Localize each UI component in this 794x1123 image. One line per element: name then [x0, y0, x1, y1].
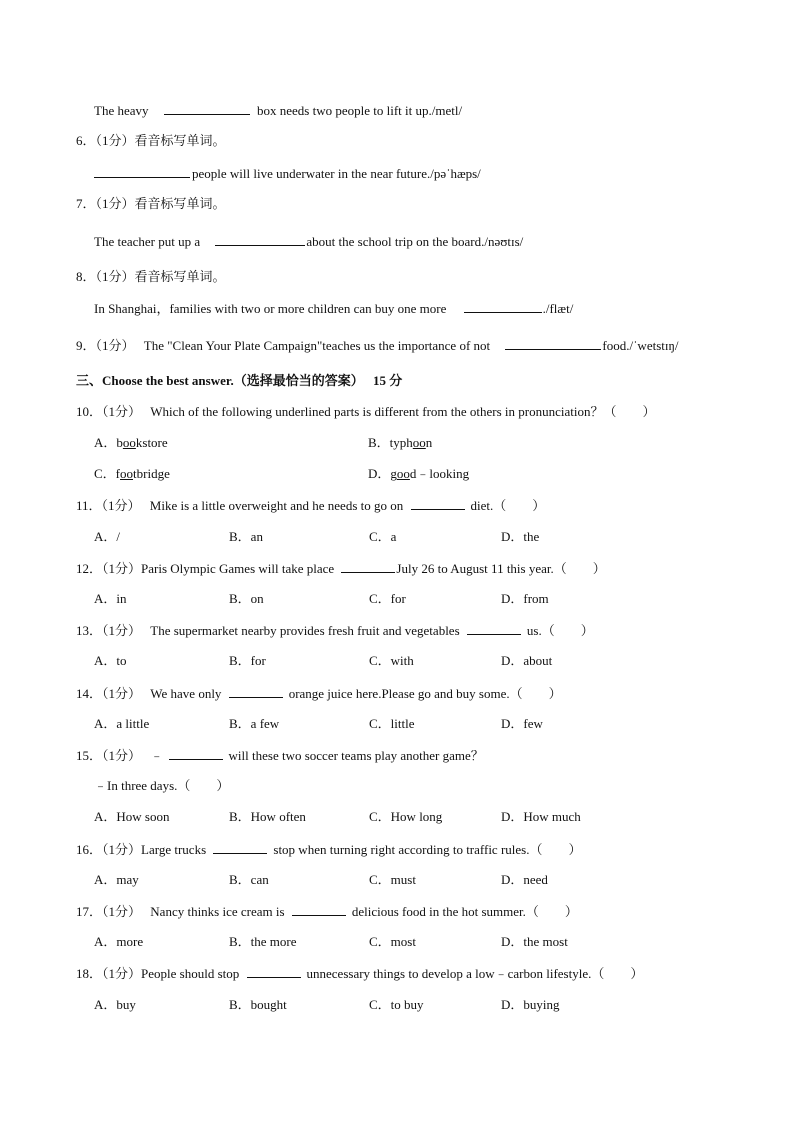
- question-text-pre: Large trucks: [141, 842, 207, 857]
- question-text-post: delicious food in the hot summer.（ ）: [351, 904, 578, 919]
- question-number: 16．: [76, 842, 103, 857]
- option-letter: C．: [94, 466, 116, 481]
- question-score: （1分）: [102, 904, 142, 919]
- option-letter: A．: [94, 435, 117, 450]
- answer-blank[interactable]: [247, 965, 301, 978]
- question-score: （1分）: [102, 842, 142, 857]
- q5-text-post: box needs two people to lift it up./metl/: [257, 103, 463, 118]
- underlined-letters: oo: [122, 435, 136, 450]
- question-score: （1分）: [101, 498, 141, 513]
- underlined-letters: oo: [396, 466, 410, 481]
- option-d[interactable]: D．from: [501, 591, 549, 606]
- option-b[interactable]: B．bought: [229, 997, 287, 1012]
- q6-text-post: people will live underwater in the near future./pəˈhæps/: [192, 166, 481, 181]
- option-b[interactable]: B．an: [229, 529, 263, 544]
- option-letter: B．: [368, 435, 390, 450]
- question-text-post: us.（ ）: [526, 623, 594, 638]
- question-score: （1分）: [102, 966, 142, 981]
- option-b[interactable]: B．on: [229, 591, 264, 606]
- option-text-part: typh: [389, 435, 413, 450]
- question-17: [76, 903, 578, 920]
- option-text-part: n: [425, 435, 433, 450]
- option-c[interactable]: C．little: [369, 716, 415, 731]
- option-b[interactable]: B．can: [229, 872, 269, 887]
- question-text-post: unnecessary things to develop a low﹣carbon lifestyle.（ ）: [306, 966, 644, 981]
- underlined-letters: oo: [120, 466, 134, 481]
- question-text-pre: Nancy thinks ice cream is: [150, 904, 285, 919]
- question-instruction: 看音标写单词。: [134, 196, 226, 211]
- option-b[interactable]: B．the more: [229, 934, 297, 949]
- option-a[interactable]: A．may: [94, 872, 139, 887]
- question-number: 11．: [76, 498, 102, 513]
- question-text-pre: We have only: [150, 686, 222, 701]
- option-a[interactable]: A．/: [94, 529, 121, 544]
- question-number: 13．: [76, 623, 103, 638]
- option-d[interactable]: D．the most: [501, 934, 568, 949]
- question-7-header: [76, 196, 226, 212]
- question-15-line2: ﹣In three days.（ ）: [94, 778, 230, 793]
- underlined-letters: oo: [412, 435, 426, 450]
- question-number: 14．: [76, 686, 103, 701]
- q7-text-post: about the school trip on the board./nəʊtɪs/: [306, 234, 524, 249]
- question-number: 8．: [76, 269, 96, 284]
- question-text-post: stop when turning right according to traffic rules.（ ）: [273, 842, 582, 857]
- question-text-pre: Mike is a little overweight and he needs to go on: [149, 498, 404, 513]
- section-title-en: Choose the best answer.: [102, 373, 234, 388]
- q5-text-pre: The heavy: [94, 103, 149, 118]
- question-text-post: will these two soccer teams play another game？: [228, 748, 484, 763]
- answer-blank[interactable]: [213, 841, 267, 854]
- answer-blank[interactable]: [229, 685, 283, 698]
- section-score: 15 分: [372, 373, 403, 388]
- option-a[interactable]: A．How soon: [94, 809, 170, 824]
- question-8-header: [76, 269, 226, 285]
- option-d[interactable]: D．How much: [501, 809, 581, 824]
- answer-blank[interactable]: [467, 622, 521, 635]
- question-number: 15．: [76, 748, 103, 763]
- option-a[interactable]: A．a little: [94, 716, 150, 731]
- question-11: [76, 497, 545, 514]
- q9-text-pre: The "Clean Your Plate Campaign"teaches us the importance of not: [143, 338, 491, 353]
- question-score: （1分）: [102, 623, 142, 638]
- question-number: 17．: [76, 904, 103, 919]
- option-text-part: b: [116, 435, 123, 450]
- option-c[interactable]: C．a: [369, 529, 397, 544]
- question-number: 18．: [76, 966, 103, 981]
- option-c[interactable]: C．How long: [369, 809, 443, 824]
- question-13: [76, 622, 594, 639]
- answer-blank[interactable]: [292, 903, 346, 916]
- option-d[interactable]: D．the: [501, 529, 540, 544]
- question-score: （1分）: [95, 269, 135, 284]
- question-number: 9．: [76, 338, 96, 353]
- question-12: [76, 560, 606, 577]
- option-a[interactable]: A．buy: [94, 997, 136, 1012]
- question-score: （1分）: [95, 338, 135, 353]
- option-c[interactable]: C．most: [369, 934, 416, 949]
- option-b[interactable]: B．a few: [229, 716, 280, 731]
- question-number: 12．: [76, 561, 103, 576]
- q9-text-post: food./ˈwetstɪŋ/: [602, 338, 679, 353]
- question-text-post: July 26 to August 11 this year.（ ）: [396, 561, 606, 576]
- question-6-text: [94, 165, 481, 182]
- question-text-pre: Paris Olympic Games will take place: [141, 561, 335, 576]
- option-c[interactable]: C．for: [369, 591, 406, 606]
- question-score: （1分）: [102, 404, 142, 419]
- question-16: [76, 841, 581, 858]
- option-a[interactable]: A．in: [94, 591, 127, 606]
- question-text-pre: The supermarket nearby provides fresh fruit and vegetables: [150, 623, 460, 638]
- question-score: （1分）: [95, 196, 135, 211]
- option-d[interactable]: D．need: [501, 872, 548, 887]
- option-b[interactable]: [368, 435, 432, 451]
- question-score: （1分）: [95, 133, 135, 148]
- q8-text-pre: In Shanghai，families with two or more children can buy one more: [94, 301, 447, 316]
- section-number: 三、: [76, 373, 103, 388]
- option-c[interactable]: [94, 466, 170, 482]
- answer-blank[interactable]: [464, 300, 542, 313]
- option-a[interactable]: A．more: [94, 934, 144, 949]
- option-c[interactable]: C．to buy: [369, 997, 424, 1012]
- answer-blank[interactable]: [505, 337, 601, 350]
- question-score: （1分）: [102, 561, 142, 576]
- question-number: 10．: [76, 404, 103, 419]
- option-text-part: g: [390, 466, 397, 481]
- option-a[interactable]: A．to: [94, 653, 127, 668]
- answer-blank[interactable]: [94, 165, 190, 178]
- question-text-post: orange juice here.Please go and buy some.（ ）: [288, 686, 562, 701]
- question-instruction: 看音标写单词。: [134, 269, 226, 284]
- question-8-text: [94, 300, 573, 317]
- option-d[interactable]: D．few: [501, 716, 543, 731]
- question-18: [76, 965, 643, 982]
- option-d[interactable]: [368, 466, 469, 482]
- question-5-text: [94, 102, 462, 119]
- question-9: [76, 337, 679, 354]
- option-d[interactable]: D．about: [501, 653, 553, 668]
- option-d[interactable]: D．buying: [501, 997, 560, 1012]
- question-text-post: diet.（ ）: [470, 498, 546, 513]
- question-10: [76, 404, 656, 420]
- question-15: [76, 747, 484, 764]
- question-6-header: [76, 133, 226, 149]
- question-7-text: [94, 233, 523, 250]
- answer-blank[interactable]: [411, 497, 465, 510]
- option-a[interactable]: [94, 435, 168, 451]
- option-text-part: f: [115, 466, 121, 481]
- option-b[interactable]: B．How often: [229, 809, 306, 824]
- question-number: 6．: [76, 133, 96, 148]
- option-text-part: kstore: [135, 435, 168, 450]
- question-number: 7．: [76, 196, 96, 211]
- answer-blank[interactable]: [341, 560, 395, 573]
- section-3-header: [76, 373, 402, 389]
- question-instruction: 看音标写单词。: [134, 133, 226, 148]
- option-text-part: d﹣looking: [409, 466, 470, 481]
- answer-blank[interactable]: [169, 747, 223, 760]
- answer-blank[interactable]: [215, 233, 305, 246]
- question-score: （1分）: [102, 748, 142, 763]
- question-score: （1分）: [102, 686, 142, 701]
- question-text: Which of the following underlined parts is different from the others in pronunciation？（ ）: [150, 404, 656, 419]
- dialog-dash: ﹣: [150, 748, 164, 763]
- option-letter: D．: [368, 466, 391, 481]
- q7-text-pre: The teacher put up a: [94, 234, 201, 249]
- question-14: [76, 685, 562, 702]
- q8-text-post: ./flæt/: [542, 301, 574, 316]
- answer-blank[interactable]: [164, 102, 250, 115]
- section-title-cn: （选择最恰当的答案）: [233, 373, 364, 388]
- option-text-part: tbridge: [133, 466, 170, 481]
- option-c[interactable]: C．with: [369, 653, 414, 668]
- question-text-pre: People should stop: [141, 966, 240, 981]
- option-b[interactable]: B．for: [229, 653, 266, 668]
- option-c[interactable]: C．must: [369, 872, 416, 887]
